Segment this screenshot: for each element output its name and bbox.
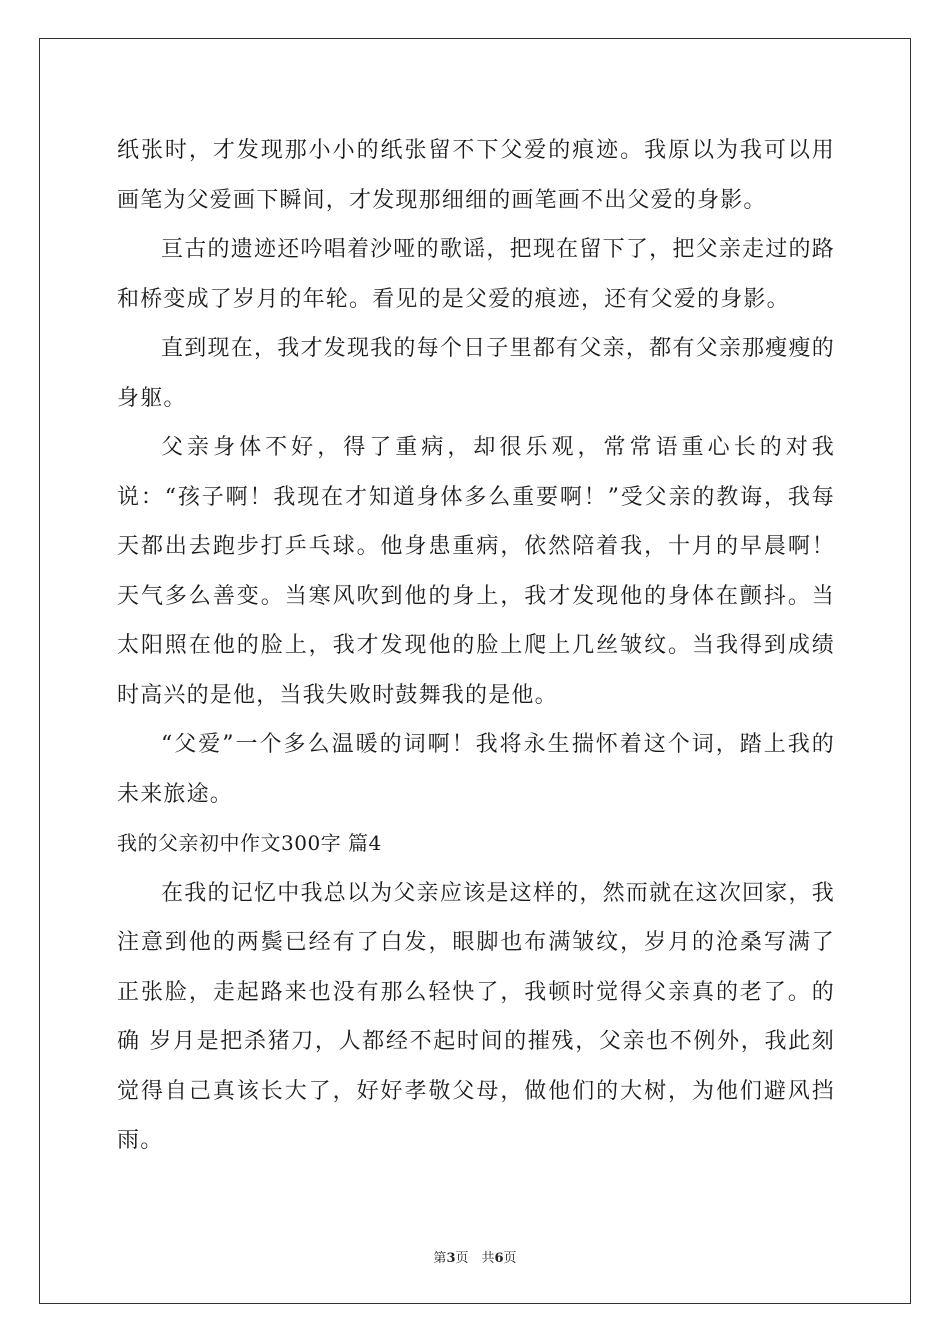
current-page-number: 3: [446, 1251, 456, 1266]
paragraph-1: 纸张时，才发现那小小的纸张留不下父爱的痕迹。我原以为我可以用画笔为父爱画下瞬间，才发现那细细的画笔画不出父爱的身影。: [117, 138, 835, 213]
paragraph-2: 亘古的遗迹还吟唱着沙哑的歌谣，把现在留下了，把父亲走过的路和桥变成了岁月的年轮。看见的是父爱的痕迹，还有父爱的身影。: [117, 237, 835, 312]
paragraph-4: 父亲身体不好，得了重病，却很乐观，常常语重心长的对我说：“孩子啊！我现在才知道身体多么重要啊！”受父亲的教诲，我每天都出去跑步打乒乓球。他身患重病，依然陪着我，十月的早晨啊！天气多么善变。当寒风吹到他的身上，我才发现他的身体在颤抖。当太阳照在他的脸上，我才发现他的脸上爬上几丝皱纹。当我得到成绩时高兴的是他，当我失败时鼓舞我的是他。: [117, 435, 835, 708]
paragraph-6: 在我的记忆中我总以为父亲应该是这样的，然而就在这次回家，我注意到他的两鬓已经有了白发，眼脚也布满皱纹，岁月的沧桑写满了正张脸，走起路来也没有那么轻快了，我顿时觉得父亲真的老了。的确 岁月是把杀猪刀，人都经不起时间的摧残，父亲也不例外，我此刻觉得自己真该长大了，好好孝敬父母，做他们的大树，为他们避风挡雨。: [117, 880, 835, 1153]
document-body: [117, 126, 835, 1166]
paragraph-5: “父爱”一个多么温暖的词啊！我将永生揣怀着这个词，踏上我的未来旅途。: [117, 732, 835, 807]
total-page-number: 6: [494, 1251, 504, 1266]
footer-prefix: 第: [433, 1251, 447, 1266]
page-footer: [0, 1247, 950, 1266]
footer-mid: 页 共: [455, 1251, 495, 1266]
footer-suffix: 页: [503, 1251, 517, 1266]
paragraph-3: 直到现在，我才发现我的每个日子里都有父亲，都有父亲那瘦瘦的身躯。: [117, 336, 835, 411]
section-heading: 我的父亲初中作文300字 篇4: [117, 831, 382, 855]
